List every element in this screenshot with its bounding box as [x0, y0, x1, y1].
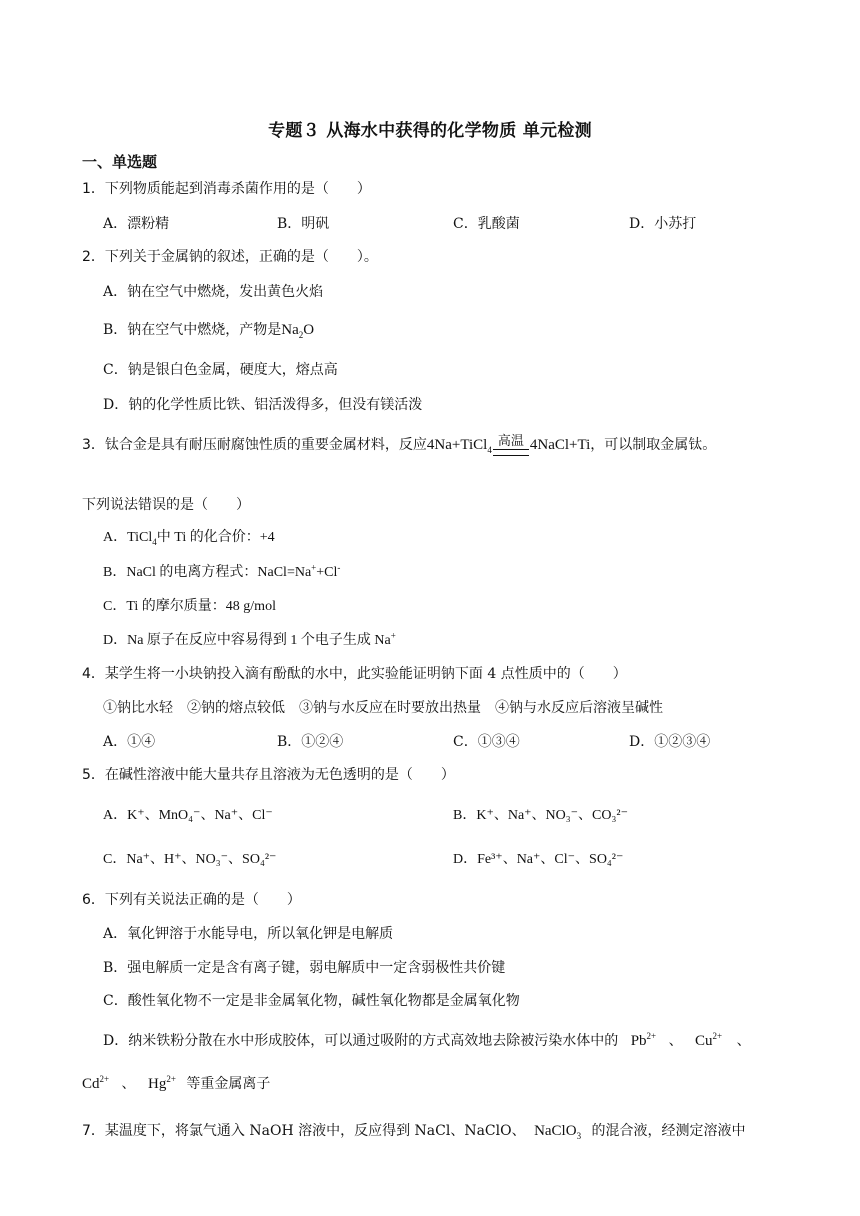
question-number: 4． — [82, 666, 105, 682]
q3-option-a — [103, 528, 275, 548]
q4-option-b: B．①②④ — [277, 734, 344, 750]
condition-text: 高温 — [497, 434, 524, 449]
separator: 、 — [668, 1033, 683, 1049]
q4-option-c: C．①③④ — [453, 734, 520, 750]
q5-option-d: D．Fe³⁺、Na⁺、Cl⁻、SO₄²⁻ — [453, 852, 624, 867]
reaction-equation — [426, 434, 591, 455]
formula-subscript: 3 — [576, 1131, 582, 1141]
q4-properties: ①钠比水轻 ②钠的熔点较低 ③钠与水反应在时要放出热量 ④钠与水反应后溶液呈碱性 — [103, 700, 663, 716]
ion-charge: 2+ — [166, 1074, 176, 1084]
question-number: 5． — [82, 767, 105, 783]
question-text: 在碱性溶液中能大量共存且溶液为无色透明的是（ ） — [104, 767, 455, 783]
equation-right: 4NaCl+Ti — [529, 437, 591, 453]
q4-option-a: A．①④ — [103, 734, 156, 750]
question-1 — [82, 179, 371, 199]
formula-naclo3 — [534, 1123, 581, 1139]
formula-part: O — [303, 322, 315, 338]
q2-option-d: D．钠的化学性质比铁、铝活泼得多，但没有镁活泼 — [103, 397, 423, 413]
formula-part: Na — [281, 322, 299, 338]
question-text: 钛合金是具有耐压耐腐蚀性质的重要金属材料，反应 — [104, 437, 427, 453]
ion-cd — [82, 1076, 109, 1092]
charge-superscript: + — [311, 562, 317, 573]
option-text: B．NaCl 的电离方程式：NaCl=Na — [103, 565, 312, 580]
reaction-condition — [493, 435, 529, 462]
separator: 、 — [736, 1033, 751, 1049]
document-title: 专题３ 从海水中获得的化学物质 单元检测 — [268, 121, 592, 141]
formula-subscript: 2 — [298, 330, 304, 340]
q3-option-d — [103, 631, 396, 651]
q1-option-a: A．漂粉精 — [103, 216, 170, 232]
formula-subscript: 4 — [152, 536, 157, 547]
option-text: D．纳米铁粉分散在水中形成胶体，可以通过吸附的方式高效地去除被污染水体中的 — [103, 1033, 619, 1049]
ion-cu — [695, 1033, 722, 1049]
option-text: 等重金属离子 — [186, 1076, 271, 1092]
question-number: 6． — [82, 892, 105, 908]
question-number: 7． — [82, 1123, 105, 1139]
question-number: 1． — [82, 181, 105, 197]
question-text: 下列物质能起到消毒杀菌作用的是（ ） — [104, 181, 371, 197]
q6-option-c: C．酸性氧化物不一定是非金属氧化物，碱性氧化物都是金属氧化物 — [103, 993, 520, 1009]
ion-symbol: Hg — [148, 1076, 167, 1092]
q6-option-d-continued — [82, 1074, 270, 1094]
ion-symbol: Cu — [695, 1033, 713, 1049]
question-5 — [82, 765, 455, 785]
ion-charge: 2+ — [646, 1031, 657, 1041]
q4-option-d: D．①②③④ — [629, 734, 711, 750]
question-text: 下列有关说法正确的是（ ） — [104, 892, 301, 908]
question-text: 下列关于金属钠的叙述，正确的是（ ）。 — [104, 249, 378, 265]
equation-left: 4Na+TiCl — [426, 437, 488, 453]
option-text: D．Na 原子在反应中容易得到 1 个电子生成 Na — [103, 633, 391, 648]
q3-option-b — [103, 563, 340, 583]
ion-symbol: Pb — [630, 1033, 647, 1049]
q2-option-b — [103, 320, 314, 340]
question-text: 的混合液，经测定溶液中 — [591, 1123, 746, 1139]
ion-charge: 2+ — [712, 1031, 723, 1041]
q1-option-d: D．小苏打 — [629, 216, 697, 232]
question-text: ，可以制取金属钛。 — [590, 437, 717, 453]
question-7 — [82, 1121, 746, 1141]
separator: 、 — [121, 1076, 136, 1092]
question-4 — [82, 664, 627, 684]
question-2 — [82, 247, 378, 267]
q6-option-d — [103, 1031, 751, 1051]
equation-subscript: 4 — [487, 445, 492, 455]
q6-option-b: B．强电解质一定是含有离子键，弱电解质中一定含弱极性共价键 — [103, 960, 506, 976]
question-text: 某学生将一小块钠投入滴有酚酞的水中，此实验能证明钠下面 4 点性质中的（ ） — [104, 666, 627, 682]
question-3-continued: 下列说法错误的是（ ） — [82, 497, 250, 513]
option-text: +Cl — [316, 565, 338, 580]
charge-superscript: - — [337, 562, 341, 573]
question-text: 某温度下，将氯气通入 NaOH 溶液中，反应得到 NaCl、NaClO、 — [104, 1123, 526, 1139]
q3-option-c: C．Ti 的摩尔质量：48 g/mol — [103, 599, 276, 614]
question-number: 3． — [82, 437, 105, 453]
question-6 — [82, 890, 301, 910]
formula-na2o — [281, 322, 314, 338]
question-number: 2． — [82, 249, 105, 265]
q5-option-b: B．K⁺、Na⁺、NO₃⁻、CO₃²⁻ — [453, 808, 628, 823]
ion-hg — [148, 1076, 176, 1092]
equals-sign — [493, 449, 529, 456]
formula-part: NaClO — [534, 1123, 577, 1139]
q2-option-a: A．钠在空气中燃烧，发出黄色火焰 — [103, 284, 324, 300]
q5-option-c: C．Na⁺、H⁺、NO₃⁻、SO₄²⁻ — [103, 852, 277, 867]
ion-symbol: Cd — [82, 1076, 100, 1092]
ion-pb — [631, 1033, 656, 1049]
q6-option-a: A．氧化钾溶于水能导电，所以氧化钾是电解质 — [103, 926, 394, 942]
ion-charge: 2+ — [99, 1074, 110, 1084]
q2-option-c: C．钠是银白色金属，硬度大，熔点高 — [103, 362, 338, 378]
question-3 — [82, 428, 716, 462]
q1-option-c: C．乳酸菌 — [453, 216, 520, 232]
section-heading: 一、单选题 — [82, 153, 158, 171]
option-text: B．钠在空气中燃烧，产物是 — [103, 322, 282, 338]
option-text: 中 Ti 的化合价：+4 — [156, 530, 275, 545]
charge-superscript: + — [390, 630, 396, 641]
q5-option-a: A．K⁺、MnO₄⁻、Na⁺、Cl⁻ — [103, 808, 273, 823]
option-text: A．TiCl — [103, 530, 153, 545]
q1-option-b: B．明矾 — [277, 216, 330, 232]
